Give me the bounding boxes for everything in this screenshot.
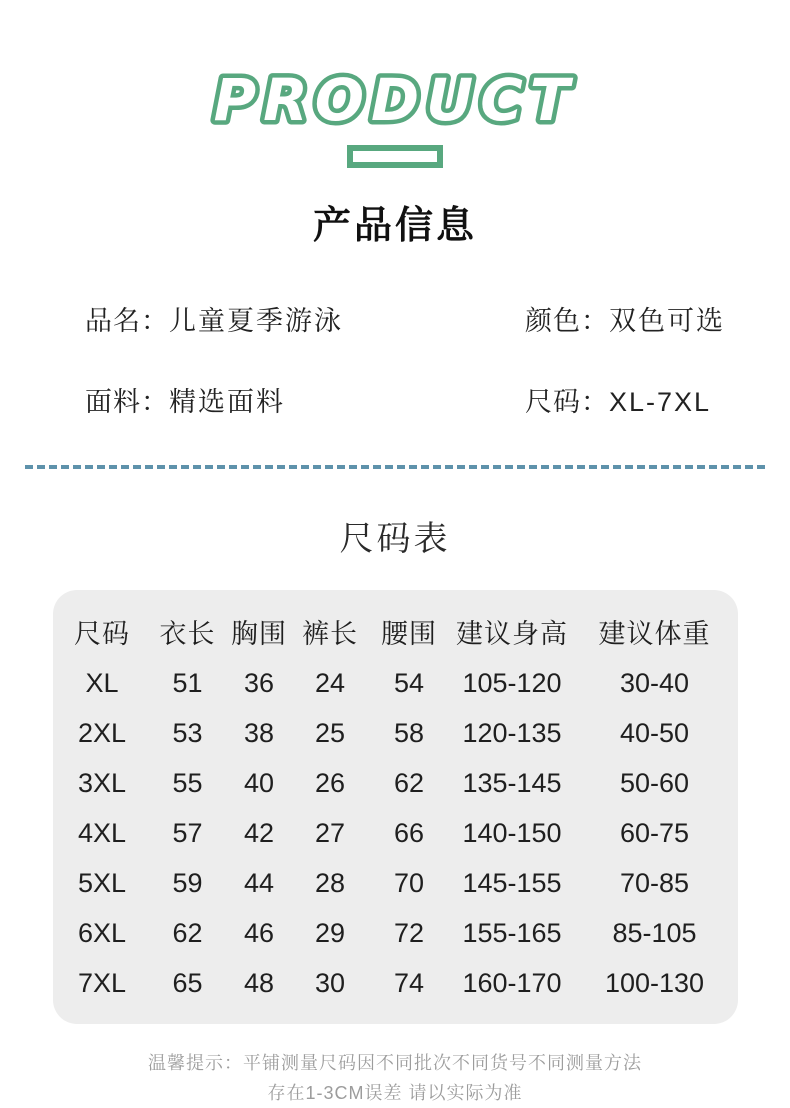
size-chart-title: 尺码表 [339,520,451,558]
table-cell: 26 [314,767,346,798]
table-cell: 135-145 [462,767,562,798]
footnote-line-1: 温馨提示：平铺测量尺码因不同批次不同货号不同测量方法 [148,1053,642,1073]
table-cell: 30 [314,967,346,998]
table-cell: 2XL [77,717,127,748]
table-cell: 30-40 [619,667,690,698]
table-cell: 6XL [77,917,127,948]
page-title: 产品信息 [312,205,477,247]
table-cell: 51 [172,667,203,698]
table-cell: 65 [172,967,203,998]
table-row [53,908,738,958]
table-cell: 44 [243,867,275,898]
table-cell: 140-150 [462,817,562,848]
table-cell: 62 [393,767,425,798]
table-cell: 145-155 [462,867,562,898]
table-cell: XL [85,667,119,698]
table-cell: 66 [393,817,425,848]
size-chart-table [53,590,738,1024]
table-header-cell: 衣长 [159,618,216,649]
info-value: 双色可选 [609,306,725,336]
table-cell: 70 [393,867,425,898]
table-cell: 5XL [77,867,127,898]
footnote-line-2: 存在1-3CM误差 请以实际为准 [267,1083,523,1103]
info-item-fabric [85,380,525,419]
info-label: 尺码： [525,387,609,417]
table-cell: 50-60 [619,767,690,798]
table-header-cell: 建议身高 [456,618,568,649]
table-row [53,808,738,858]
table-header-cell: 尺码 [74,618,130,649]
dashed-divider [25,465,765,469]
info-value: 儿童夏季游泳 [169,306,343,336]
product-logo-icon [175,62,615,140]
table-cell: 59 [172,867,203,898]
table-cell: 25 [314,717,346,748]
table-cell: 48 [243,967,275,998]
size-table-body [53,658,738,1008]
table-cell: 7XL [77,967,127,998]
table-row [53,708,738,758]
table-cell: 160-170 [462,967,562,998]
table-cell: 120-135 [462,717,562,748]
table-cell: 105-120 [462,667,562,698]
table-cell: 55 [172,767,203,798]
table-cell: 62 [172,917,203,948]
disclaimer-footnote [0,1048,790,1108]
table-cell: 54 [393,667,425,698]
info-value: XL-7XL [609,387,712,417]
table-header-cell: 胸围 [231,618,287,649]
table-cell: 29 [314,917,346,948]
table-row [53,658,738,708]
info-label: 颜色： [525,306,609,336]
table-cell: 60-75 [619,817,690,848]
table-header-cell: 裤长 [302,618,358,649]
table-cell: 38 [243,717,275,748]
table-cell: 100-130 [604,967,705,998]
table-cell: 28 [314,867,346,898]
info-label: 品名： [85,306,169,336]
table-header-cell: 腰围 [381,618,437,649]
table-cell: 24 [314,667,346,698]
product-info-grid [0,299,790,419]
table-cell: 46 [243,917,275,948]
table-cell: 74 [393,967,425,998]
table-cell: 70-85 [619,867,690,898]
table-cell: 3XL [77,767,127,798]
logo-text: PRODUCT [213,66,577,134]
info-item-product-name [85,299,525,338]
table-cell: 40-50 [619,717,690,748]
table-cell: 53 [172,717,203,748]
logo-header [0,0,790,168]
table-cell: 4XL [77,817,127,848]
table-cell: 27 [314,817,346,848]
table-cell: 72 [393,917,425,948]
info-label: 面料： [85,387,169,417]
table-row [53,958,738,1008]
info-item-size-range [525,380,790,419]
info-value: 精选面料 [169,387,285,417]
table-cell: 40 [243,767,275,798]
table-cell: 42 [243,817,275,848]
table-cell: 58 [393,717,425,748]
table-header-cell: 建议体重 [598,618,711,649]
table-row [53,758,738,808]
info-item-color [525,299,790,338]
table-header-row [53,604,738,658]
table-cell: 36 [243,667,275,698]
table-cell: 155-165 [462,917,562,948]
table-cell: 85-105 [612,917,697,948]
table-row [53,858,738,908]
table-cell: 57 [172,817,203,848]
logo-underline-bar [347,145,443,168]
